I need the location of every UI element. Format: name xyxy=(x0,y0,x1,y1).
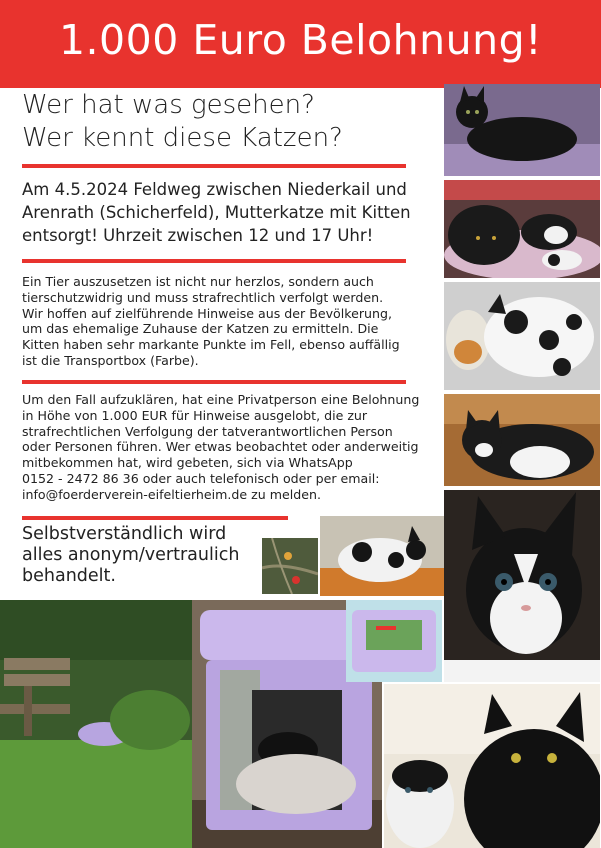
photo-black-cat-lying xyxy=(444,84,600,176)
reward-paragraph xyxy=(22,392,442,503)
photo-box-closeup xyxy=(346,600,442,682)
headline-line-2: Wer kennt diese Katzen? xyxy=(22,123,343,153)
anonymity-note xyxy=(22,524,252,587)
divider-1 xyxy=(22,164,406,168)
info-line-5: Kitten haben sehr markante Punkte im Fell, ebenso auffällig xyxy=(22,337,400,353)
headline xyxy=(22,89,442,155)
info-paragraph xyxy=(22,274,442,369)
photo-kitten-playing xyxy=(320,516,444,596)
reward-line-1: Um den Fall aufzuklären, hat eine Privatperson eine Belohnung xyxy=(22,392,420,407)
info-line-4: um das ehemalige Zuhause der Katzen zu ermitteln. Die xyxy=(22,321,379,337)
incident-text xyxy=(22,178,442,247)
anon-line-2: alles anonym/vertraulich xyxy=(22,545,240,565)
incident-line-1: Am 4.5.2024 Feldweg zwischen Niederkail und xyxy=(22,180,407,199)
divider-4 xyxy=(22,516,288,520)
info-line-2: tierschutzwidrig und muss strafrechtlich verfolgt werden. xyxy=(22,289,384,305)
headline-line-1: Wer hat was gesehen? xyxy=(22,90,315,120)
reward-line-6: 0152 - 2472 86 36 oder auch telefonisch oder per email: xyxy=(22,470,380,486)
photo-black-cat-and-kitten xyxy=(384,684,600,848)
incident-line-2: Arenrath (Schicherfeld), Mutterkatze mit Kitten xyxy=(22,203,411,222)
reward-banner xyxy=(0,0,601,88)
photo-spotted-kitten-bowl xyxy=(444,282,600,390)
reward-line-4: oder Personen führen. Wer etwas beobachtet oder anderweitig xyxy=(22,439,419,455)
divider-2 xyxy=(22,259,406,263)
info-line-6: ist die Transportbox (Farbe). xyxy=(22,352,199,368)
banner-title: 1.000 Euro Belohnung! xyxy=(58,16,543,64)
incident-line-3: entsorgt! Uhrzeit zwischen 12 und 17 Uhr! xyxy=(22,226,374,245)
photo-map-location xyxy=(262,538,318,594)
reward-line-2: in Höhe von 1.000 EUR für Hinweise ausgelobt, die zur xyxy=(22,407,368,423)
reward-line-3: strafrechtlichen Verfolgung der tatverantwortlichen Person xyxy=(22,423,393,439)
anon-line-3: behandelt. xyxy=(22,566,116,586)
info-line-1: Ein Tier auszusetzen ist nicht nur herzlos, sondern auch xyxy=(22,274,374,289)
photo-field-location xyxy=(0,600,192,848)
anon-line-1: Selbstverständlich wird xyxy=(22,524,227,544)
photo-cat-with-kittens xyxy=(444,180,600,278)
reward-line-5: mitbekommen hat, wird gebeten, sich via WhatsApp xyxy=(22,455,353,471)
reward-line-7: info@foerderverein-eifeltierheim.de zu melden. xyxy=(22,486,322,502)
photo-kitten-sitting xyxy=(444,394,600,486)
divider-3 xyxy=(22,380,406,384)
info-line-3: Wir hoffen auf zielführende Hinweise aus der Bevölkerung, xyxy=(22,305,392,321)
photo-kitten-closeup xyxy=(444,490,600,682)
